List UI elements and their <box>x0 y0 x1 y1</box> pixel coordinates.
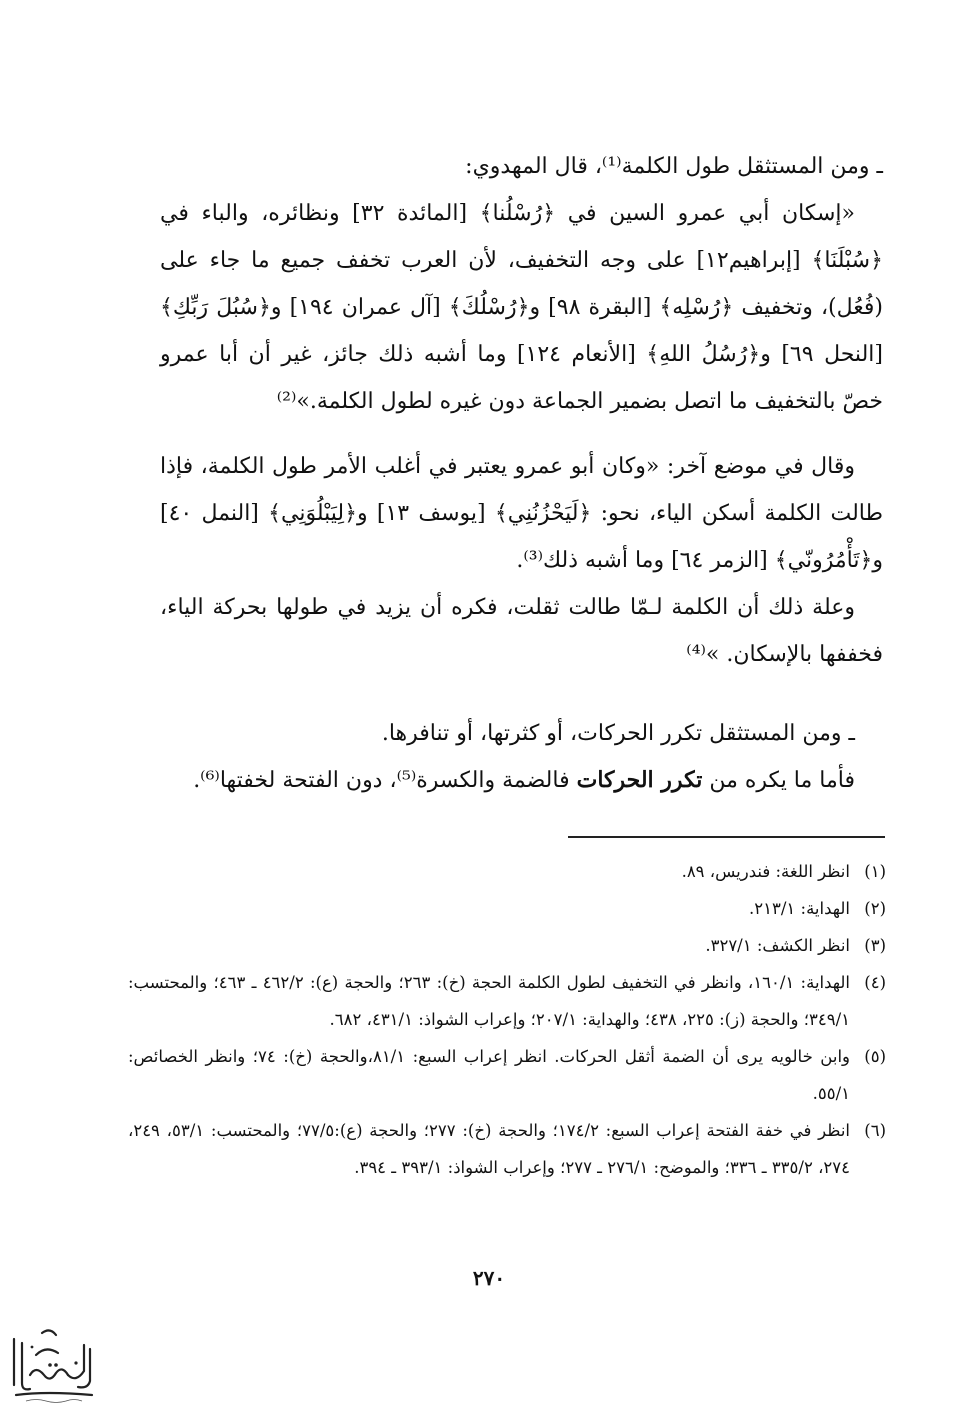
footnote-5 <box>128 1038 886 1112</box>
paragraph-1: ـ ومن المستثقل طول الكلمة⁽¹⁾، قال المهدوي: <box>465 154 883 179</box>
footnote-text: انظر اللغة: فندريس، ٨٩. <box>681 862 850 881</box>
footnote-text: انظر الكشف: ٣٢٧/١. <box>705 936 850 955</box>
footnote-text: وابن خالويه يرى أن الضمة أثقل الحركات. انظر إعراب السبع: ٨١/١،والحجة (خ): ٧٤؛ وانظر الخصائص: ٥٥/١. <box>128 1047 850 1103</box>
footnote-text: انظر في خفة الفتحة إعراب السبع: ١٧٤/٢؛ والحجة (خ): ٢٧٧؛ والحجة (ع):٧٧/٥؛ والمحتسب: ٥٣/١، ٢٤٩، ٢٧٤، ٣٣٥/٢ ـ ٣٣٦؛ والموضح: ٢٧٦/١ ـ ٢٧٧؛ وإعراب الشواذ: ٣٩٣/١ ـ ٣٩٤. <box>128 1121 850 1177</box>
footnote-2 <box>128 890 886 927</box>
quote-paragraph-2: وقال في موضع آخر: «وكان أبو عمرو يعتبر في أغلب الأمر طول الكلمة، فإذا طالت الكلمة أسكن الياء، نحو: ﴿لَيَحْزُنُنِي﴾ [يوسف ١٣] و﴿لِيَبْلُوَنِي﴾ [النمل ٤٠] و﴿تَأْمُرُونّي﴾ [الزمر ٦٤] وما أشبه ذلك⁽³⁾. <box>160 454 883 573</box>
footnote-number: (٥) <box>864 1047 886 1066</box>
footnote-6 <box>128 1112 886 1186</box>
footnote-separator <box>568 836 885 838</box>
main-text <box>160 143 883 804</box>
footnote-number: (٤) <box>864 973 886 992</box>
paragraph-5: ـ ومن المستثقل تكرر الحركات، أو كثرتها، أو تنافرها. <box>381 721 855 746</box>
quote-paragraph-3: وعلة ذلك أن الكلمة لـمّا طالت ثقلت، فكره أن يزيد في طولها بحركة الياء، فخففها بالإسكان. »⁽⁴⁾ <box>160 595 883 667</box>
footnote-number: (١) <box>864 862 886 881</box>
footnote-1 <box>128 853 886 890</box>
calligraphy-stamp-logo <box>6 1325 98 1405</box>
footnotes <box>128 853 886 1186</box>
paragraph-6 <box>160 757 883 804</box>
footnote-3 <box>128 927 886 964</box>
footnote-4 <box>128 964 886 1038</box>
paragraph-6-start: فأما ما يكره من <box>702 768 855 793</box>
page-number: ٢٧٠ <box>472 1266 506 1290</box>
footnote-text: الهداية: ٢١٣/١. <box>749 899 850 918</box>
footnote-text: الهداية: ١٦٠/١، وانظر في التخفيف لطول الكلمة الحجة (خ): ٢٦٣؛ والحجة (ع): ٤٦٢/٢ ـ ٤٦٣؛ والمحتسب: ٣٤٩/١؛ والحجة (ز): ٢٢٥، ٤٣٨؛ والهداية: ٢٠٧/١؛ وإعراب الشواذ: ٤٣١/١، ٦٨٢. <box>128 973 850 1029</box>
bold-keyword: تكرر الحركات <box>576 767 703 793</box>
quote-paragraph-1: «إسكان أبي عمرو السين في ﴿رُسْلُنا﴾ [المائدة ٣٢] ونظائره، والباء في ﴿سُبْلَنَا﴾ [إبراهيم١٢] على وجه التخفيف، لأن العرب تخفف جميع ما جاء على (فُعُل)، وتخفيف ﴿رُسْلِه﴾ [البقرة ٩٨] و﴿رُسْلُكَ﴾ [آل عمران ١٩٤] و﴿سُبُلَ رَبِّكِ﴾ [النحل ٦٩] و﴿رُسُلُ اللهِ﴾ [الأنعام ١٢٤] وما أشبه ذلك جائز، غير أن أبا عمرو خصّ بالتخفيف ما اتصل بضمير الجماعة دون غيره لطول الكلمة.»⁽²⁾ <box>160 201 883 414</box>
footnote-number: (٦) <box>864 1121 886 1140</box>
footnote-number: (٢) <box>864 899 886 918</box>
paragraph-6-end: فالضمة والكسرة⁽⁵⁾، دون الفتحة لخفتها⁽⁶⁾. <box>193 768 577 793</box>
footnote-number: (٣) <box>864 936 886 955</box>
